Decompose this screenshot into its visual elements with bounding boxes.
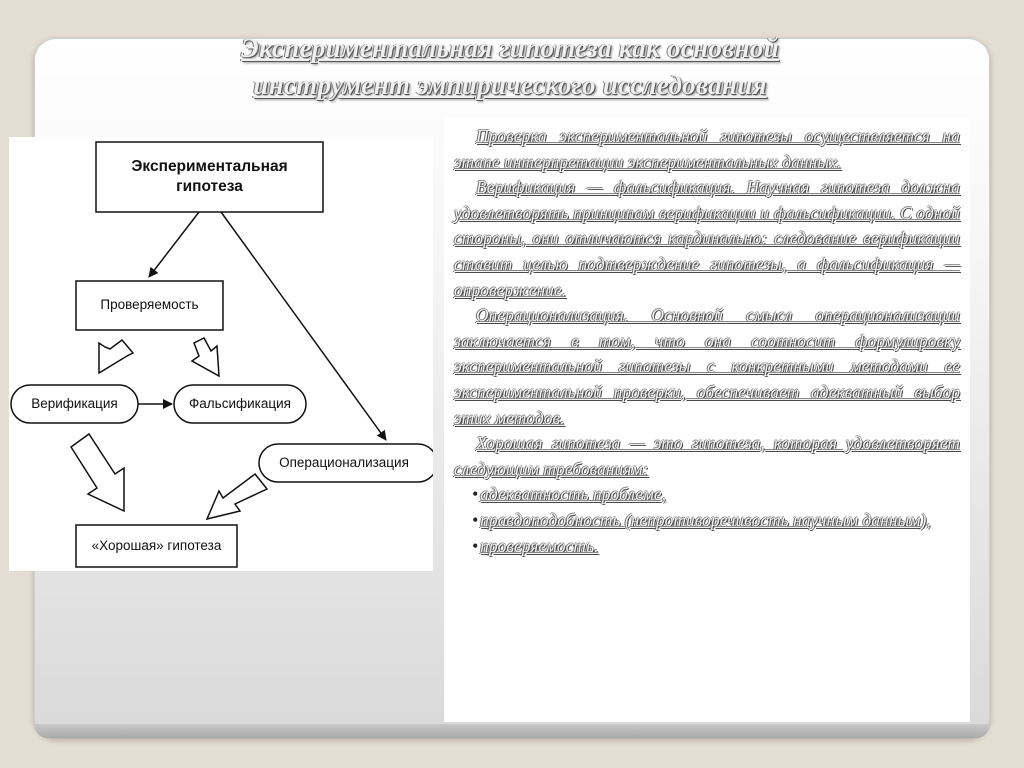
slide-title (150, 30, 870, 104)
slide-bottom-bar (34, 724, 990, 738)
bullet-dot: • (472, 535, 479, 556)
paragraph-operationalization: Операционализация. Основной смысл операционализации заключается в том, что она соотносит формулировку экспериментальной гипотезы с конкретными методами ее экспериментальной проверки, обеспечивает адекватный выбор этих методов. (454, 305, 960, 428)
bullet-text-testability: проверяемость. (480, 535, 599, 556)
node-testability-label: Проверяемость (100, 297, 199, 312)
bullet-dot: • (472, 509, 479, 530)
arrow-hypothesis-to-testability (149, 212, 199, 277)
bullet-item (454, 482, 960, 508)
node-operationalization-label: Операционализация (279, 455, 409, 470)
bullet-text-adequacy: адекватность проблеме, (480, 484, 667, 505)
block-arrow-testability-to-falsification (192, 338, 219, 376)
hypothesis-diagram (9, 137, 433, 571)
bullet-item (454, 508, 960, 534)
bullet-text-plausibility: правдоподобность (непротиворечивость научным данным), (480, 509, 931, 530)
block-arrow-testability-to-verification (99, 340, 133, 373)
node-verification-label: Верификация (31, 396, 118, 411)
text-panel (444, 118, 970, 722)
paragraph-verification-falsification: Верификация — фальсификация. Научная гипотеза должна удовлетворять принципам верификации и фальсификации. С одной стороны, они отличаются кардинально: следование верификации ставит целью подтверждение гипотезы, а фальсификация — опровержение. (454, 177, 960, 300)
node-hypothesis-line-1: Экспериментальная (131, 158, 288, 175)
paragraph-verification-stage: Проверка экспериментальной гипотезы осуществляется на этапе интерпретации экспериментальных данных. (454, 126, 960, 172)
node-hypothesis-label (96, 157, 323, 197)
bullet-dot: • (472, 484, 479, 505)
node-falsification-label: Фальсификация (189, 396, 291, 411)
block-arrow-operationalization-to-good (207, 474, 267, 519)
paragraph-good-hypothesis: Хорошая гипотеза — это гипотеза, которая удовлетворяет следующим требованиям: (454, 433, 960, 479)
slide-title-line-1: Экспериментальная гипотеза как основной (241, 33, 779, 63)
node-good-hypothesis-label: «Хорошая» гипотеза (91, 538, 222, 553)
slide-title-line-2: инструмент эмпирического исследования (253, 70, 767, 100)
diagram-canvas (9, 137, 433, 571)
block-arrow-verification-to-good (71, 434, 124, 511)
bullet-item (454, 534, 960, 560)
node-hypothesis-line-2: гипотеза (176, 178, 243, 195)
